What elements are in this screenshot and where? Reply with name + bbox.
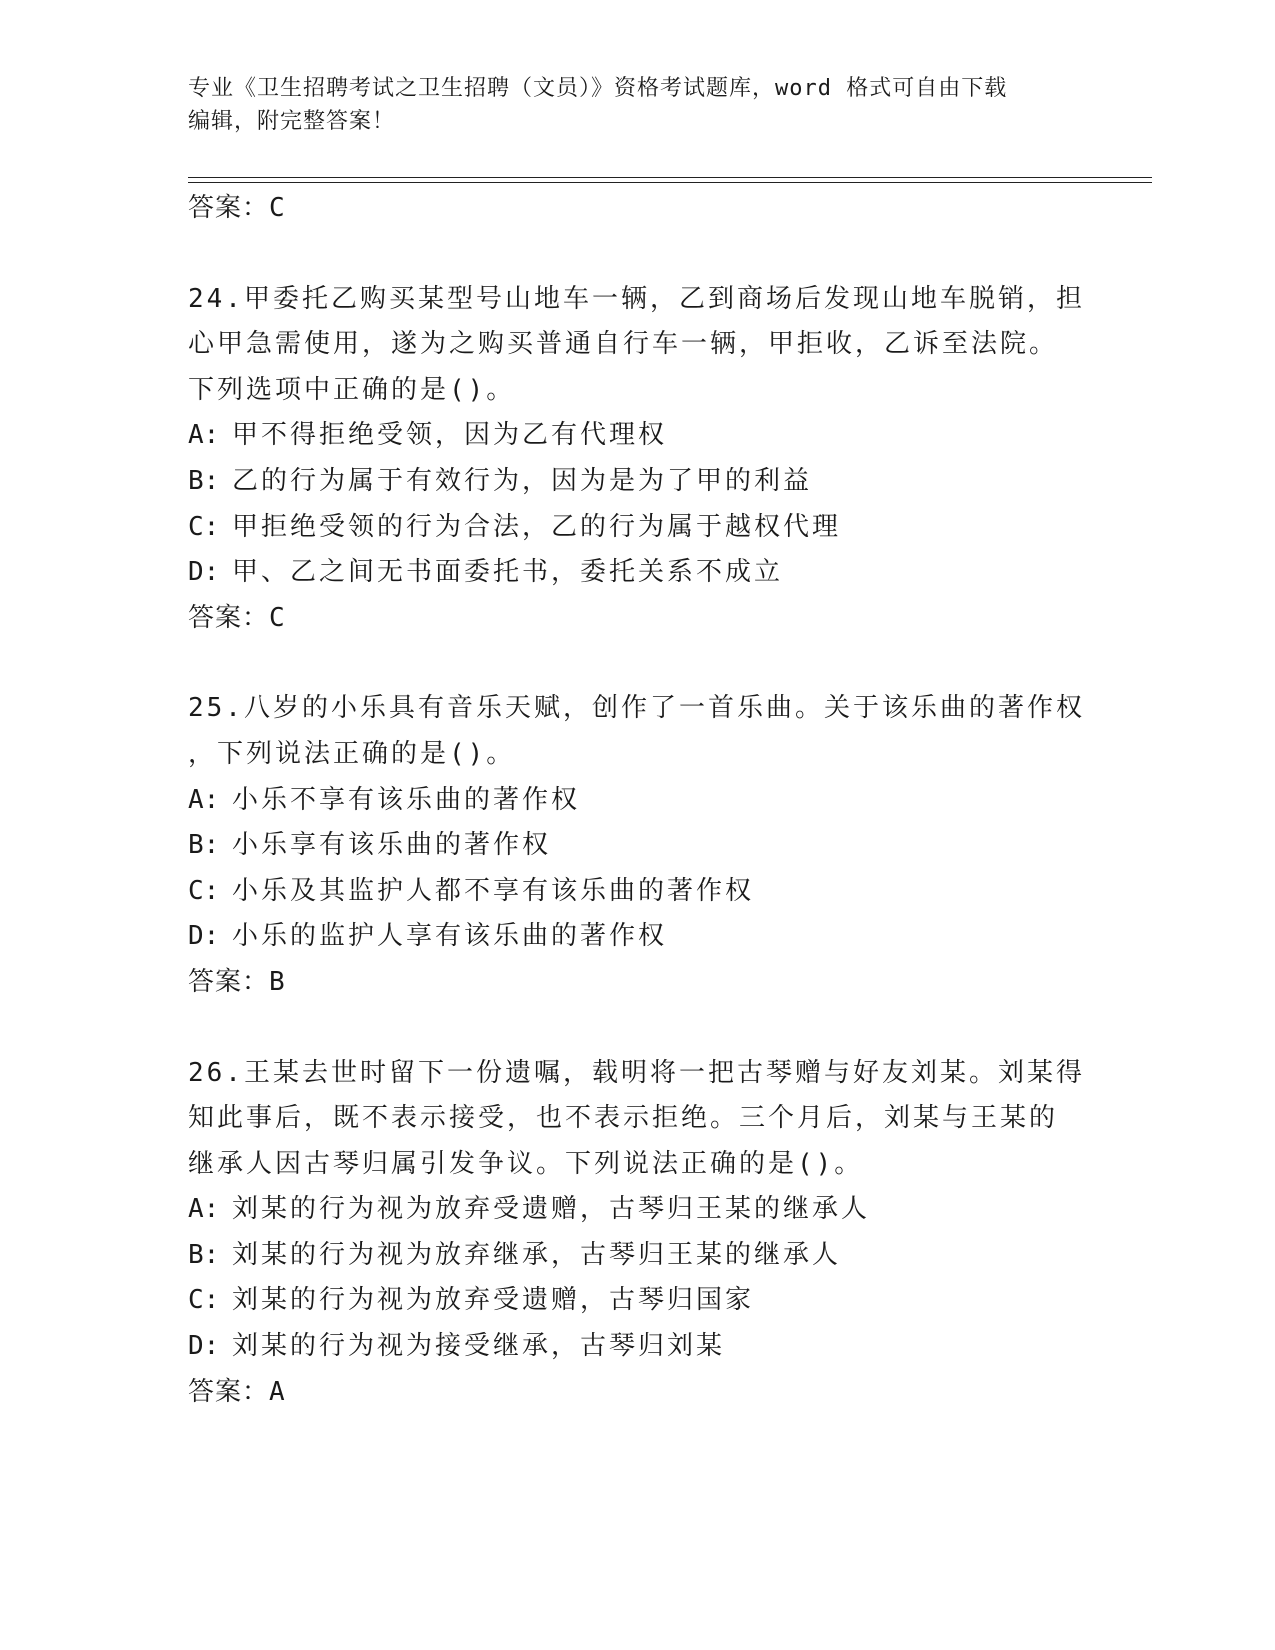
option-d <box>188 550 1088 596</box>
answer-line <box>188 960 1088 1006</box>
option-text: 甲拒绝受领的行为合法，乙的行为属于越权代理 <box>232 511 842 542</box>
question-text-line: 24.甲委托乙购买某型号山地车一辆，乙到商场后发现山地车脱销，担 <box>188 283 1085 314</box>
question-block <box>188 1051 1088 1416</box>
option-text: 甲不得拒绝受领，因为乙有代理权 <box>232 420 668 451</box>
answer-value: B <box>269 966 286 997</box>
question-text-line: 继承人因古琴归属引发争议。下列说法正确的是()。 <box>188 1148 864 1179</box>
answer-value: A <box>269 1376 286 1407</box>
option-text: 小乐不享有该乐曲的著作权 <box>232 784 581 815</box>
answer-line <box>188 1370 1088 1416</box>
header-divider-top <box>188 177 1152 178</box>
option-letter: B: <box>188 1239 220 1270</box>
answer-label: 答案： <box>188 1376 270 1407</box>
option-a <box>188 1187 1088 1233</box>
option-letter: B: <box>188 465 220 496</box>
question-text-line: 心甲急需使用，遂为之购买普通自行车一辆，甲拒收，乙诉至法院。 <box>188 329 1059 360</box>
answer-value: C <box>269 193 286 223</box>
option-d <box>188 1324 1088 1370</box>
answer-line <box>188 186 1088 232</box>
question-text-line: 25.八岁的小乐具有音乐天赋，创作了一首乐曲。关于该乐曲的著作权 <box>188 693 1085 724</box>
document-header <box>188 72 1088 138</box>
spacer <box>188 1006 1088 1051</box>
answer-label: 答案： <box>188 966 270 997</box>
option-b <box>188 823 1088 869</box>
question-text-line: 下列选项中正确的是()。 <box>188 374 516 405</box>
option-b <box>188 459 1088 505</box>
header-divider-bottom <box>188 182 1152 183</box>
option-letter: C: <box>188 875 220 906</box>
option-letter: D: <box>188 557 220 588</box>
question-block <box>188 277 1088 642</box>
option-letter: B: <box>188 830 220 861</box>
option-text: 刘某的行为视为放弃继承，古琴归王某的继承人 <box>232 1239 842 1270</box>
option-d <box>188 914 1088 960</box>
option-letter: C: <box>188 1285 220 1316</box>
answer-value: C <box>269 602 286 633</box>
option-c <box>188 1278 1088 1324</box>
question-text-line: 26.王某去世时留下一份遗嘱，载明将一把古琴赠与好友刘某。刘某得 <box>188 1057 1085 1088</box>
option-letter: A: <box>188 784 220 815</box>
option-text: 甲、乙之间无书面委托书，委托关系不成立 <box>232 557 784 588</box>
option-a <box>188 413 1088 459</box>
option-c <box>188 869 1088 915</box>
spacer <box>188 232 1088 277</box>
spacer <box>188 641 1088 686</box>
document-body <box>188 186 1088 1415</box>
option-text: 刘某的行为视为放弃受遗赠，古琴归王某的继承人 <box>232 1194 871 1225</box>
answer-line <box>188 596 1088 642</box>
option-letter: A: <box>188 1194 220 1225</box>
option-a <box>188 778 1088 824</box>
option-text: 刘某的行为视为放弃受遗赠，古琴归国家 <box>232 1285 755 1316</box>
option-letter: D: <box>188 921 220 952</box>
option-text: 乙的行为属于有效行为，因为是为了甲的利益 <box>232 465 813 496</box>
option-text: 小乐及其监护人都不享有该乐曲的著作权 <box>232 875 755 906</box>
option-letter: C: <box>188 511 220 542</box>
option-c <box>188 505 1088 551</box>
option-b <box>188 1233 1088 1279</box>
header-line-2: 编辑，附完整答案！ <box>188 109 396 134</box>
header-line-1: 专业《卫生招聘考试之卫生招聘（文员）》资格考试题库，word 格式可自由下载 <box>188 76 1008 101</box>
option-text: 小乐的监护人享有该乐曲的著作权 <box>232 921 668 952</box>
answer-label: 答案： <box>188 193 270 223</box>
question-block <box>188 686 1088 1005</box>
option-text: 刘某的行为视为接受继承，古琴归刘某 <box>232 1331 726 1362</box>
question-text-line: 知此事后，既不表示接受，也不表示拒绝。三个月后，刘某与王某的 <box>188 1103 1059 1134</box>
answer-label: 答案： <box>188 602 270 633</box>
question-text-line: ，下列说法正确的是()。 <box>188 738 516 769</box>
option-text: 小乐享有该乐曲的著作权 <box>232 830 552 861</box>
option-letter: D: <box>188 1331 220 1362</box>
option-letter: A: <box>188 420 220 451</box>
